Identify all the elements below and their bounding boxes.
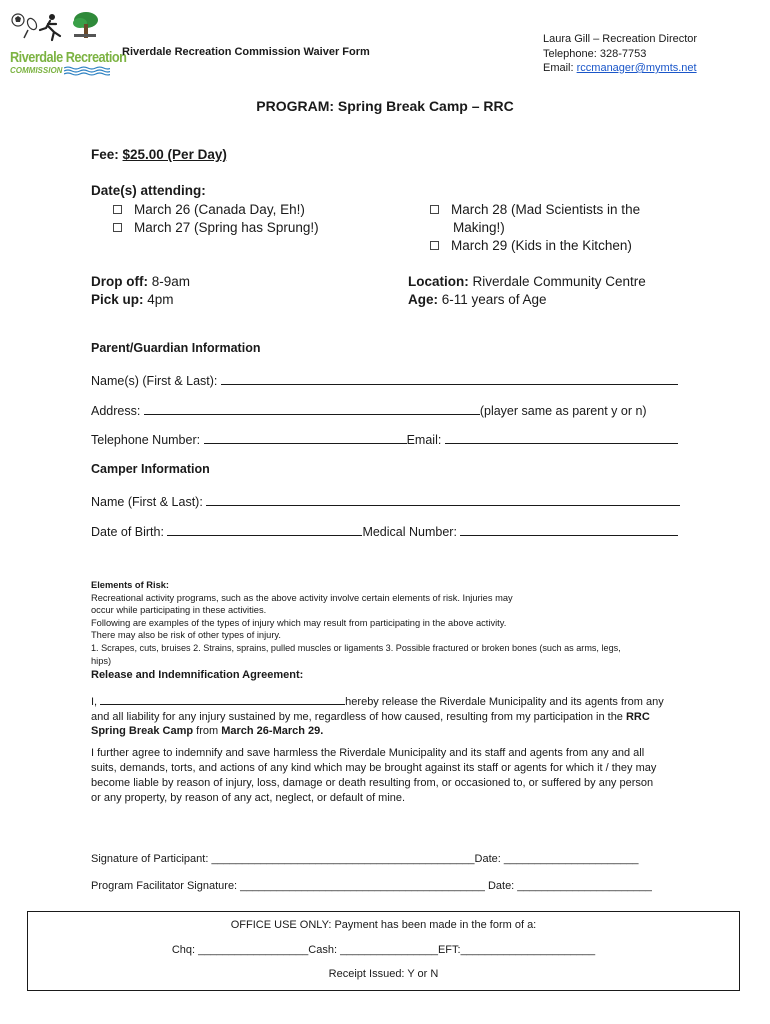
guardian-names-field[interactable] bbox=[221, 372, 678, 385]
date-option-label: March 29 (Kids in the Kitchen) bbox=[451, 238, 632, 253]
date-option-label: March 27 (Spring has Sprung!) bbox=[134, 220, 319, 235]
guardian-address-suffix: (player same as parent y or n) bbox=[479, 404, 647, 418]
camper-name-field[interactable] bbox=[206, 493, 680, 506]
guardian-names-label: Name(s) (First & Last): bbox=[91, 374, 218, 388]
risk-text: Recreational activity programs, such as the above activity involve certain elements of risk. Injuries may bbox=[91, 592, 513, 603]
fee-value: $25.00 (Per Day) bbox=[122, 147, 227, 162]
guardian-telephone-label: Telephone Number: bbox=[91, 433, 201, 447]
release-text: and all liability for any injury sustained by me, regardless of how caused, resulting from my participation in the bbox=[91, 710, 626, 723]
logo-line2: COMMISSION bbox=[10, 66, 63, 75]
release-text-bold: Spring Break Camp bbox=[91, 725, 194, 737]
chq-field[interactable]: _________________ bbox=[198, 944, 303, 956]
date-option[interactable] bbox=[113, 201, 319, 219]
release-paragraph-2 bbox=[91, 746, 656, 806]
contact-email-link[interactable]: rccmanager@mymts.net bbox=[576, 62, 697, 74]
facilitator-date-field[interactable]: ______________________ bbox=[517, 880, 652, 892]
camper-dob-label: Date of Birth: bbox=[91, 525, 164, 539]
release-text: become liable by reason of injury, loss, damage or death resulting from, or occasioned to, or suffered by any person bbox=[91, 777, 654, 789]
guardian-telephone-field[interactable] bbox=[204, 431, 407, 444]
guardian-address-field[interactable] bbox=[144, 402, 480, 415]
guardian-email-field[interactable] bbox=[445, 431, 678, 444]
date-label: Date: bbox=[474, 853, 504, 865]
release-text-bold: March 26-March 29. bbox=[221, 725, 324, 737]
office-use-box bbox=[27, 911, 740, 991]
cash-field[interactable]: _______________ bbox=[340, 944, 432, 956]
guardian-names-row bbox=[91, 372, 678, 388]
age-label: Age: bbox=[408, 292, 438, 307]
form-title: Riverdale Recreation Commission Waiver Form bbox=[122, 46, 370, 58]
release-heading: Release and Indemnification Agreement: bbox=[91, 669, 304, 681]
risk-text: Following are examples of the types of injury which may result from participating in the above activity. bbox=[91, 617, 507, 628]
chq-label: Chq: bbox=[171, 944, 199, 956]
risk-text: There may also be risk of other types of injury. bbox=[91, 630, 281, 641]
facilitator-signature-field[interactable]: ________________________________________ bbox=[240, 880, 485, 892]
guardian-address-label: Address: bbox=[91, 404, 141, 418]
participant-signature-row bbox=[91, 853, 638, 865]
contact-telephone: Telephone: 328-7753 bbox=[543, 47, 647, 60]
guardian-address-row bbox=[91, 402, 647, 418]
camper-medical-field[interactable] bbox=[460, 523, 678, 536]
program-title: PROGRAM: Spring Break Camp – RRC bbox=[256, 98, 514, 114]
release-text: from bbox=[193, 725, 222, 737]
guardian-email-label: Email: bbox=[406, 433, 442, 447]
date-option[interactable] bbox=[430, 201, 640, 219]
risk-text: hips) bbox=[91, 655, 112, 666]
eft-field[interactable]: ______________________ bbox=[460, 944, 596, 956]
camper-medical-label: Medical Number: bbox=[362, 525, 457, 539]
contact-block bbox=[543, 32, 697, 76]
fee-line bbox=[91, 147, 227, 162]
release-text: hereby release the Riverdale Municipality and its agents from any bbox=[345, 696, 664, 708]
date-option[interactable] bbox=[113, 219, 319, 237]
dates-right-list bbox=[430, 201, 640, 255]
receipt-issued: Receipt Issued: Y or N bbox=[328, 968, 439, 980]
payment-methods-row bbox=[28, 944, 739, 956]
checkbox[interactable] bbox=[430, 205, 439, 214]
release-text: I further agree to indemnify and save harmless the Riverdale Municipality and its staff and agents from any and all bbox=[91, 747, 645, 759]
date-option-continued: Making!) bbox=[453, 220, 505, 235]
date-option-label: March 28 (Mad Scientists in the bbox=[451, 202, 641, 217]
eft-label: _EFT: bbox=[431, 944, 461, 956]
contact-email-label: Email: bbox=[543, 62, 577, 74]
office-use-title: OFFICE USE ONLY: Payment has been made in the form of a: bbox=[230, 919, 537, 931]
fee-label: Fee: bbox=[91, 147, 123, 162]
water-waves-icon bbox=[64, 66, 110, 76]
times-block bbox=[91, 273, 190, 309]
pickup-label: Pick up: bbox=[91, 292, 144, 307]
guardian-contact-row bbox=[91, 431, 678, 447]
release-paragraph-1 bbox=[91, 694, 664, 739]
risk-text: 1. Scrapes, cuts, bruises 2. Strains, sprains, pulled muscles or ligaments 3. Possible fractured or broken bones (such as arms, legs, bbox=[91, 642, 621, 653]
dates-left-list bbox=[113, 201, 319, 237]
logo-graphic bbox=[10, 10, 110, 46]
contact-name: Laura Gill – Recreation Director bbox=[543, 33, 698, 45]
date-option[interactable] bbox=[430, 237, 640, 255]
release-text: or any property, by reason of any act, neglect, or default of mine. bbox=[91, 792, 406, 804]
risk-text: occur while participating in these activities. bbox=[91, 605, 267, 616]
logo bbox=[10, 10, 127, 76]
participant-signature-label: Signature of Participant: bbox=[91, 853, 212, 865]
location-value: Riverdale Community Centre bbox=[468, 274, 646, 289]
location-label: Location: bbox=[408, 274, 469, 289]
dates-label: Date(s) attending: bbox=[91, 183, 206, 198]
release-text: suits, demands, torts, and actions of any kind which may be brought against its staff or agents for which it / they may bbox=[91, 762, 657, 774]
guardian-heading: Parent/Guardian Information bbox=[91, 341, 261, 355]
dropoff-label: Drop off: bbox=[91, 274, 148, 289]
checkbox[interactable] bbox=[113, 205, 122, 214]
participant-date-field[interactable]: ______________________ bbox=[503, 853, 639, 865]
camper-name-row bbox=[91, 493, 680, 509]
release-text-bold: RRC bbox=[625, 710, 650, 723]
age-value: 6-11 years of Age bbox=[438, 292, 547, 307]
date-label: Date: bbox=[484, 880, 518, 892]
facilitator-signature-row bbox=[91, 880, 652, 892]
date-option-label: March 26 (Canada Day, Eh!) bbox=[134, 202, 305, 217]
release-i: I, bbox=[91, 696, 101, 708]
contact-email-row bbox=[543, 61, 697, 76]
checkbox[interactable] bbox=[113, 223, 122, 232]
cash-label: _Cash: bbox=[302, 944, 341, 956]
camper-dob-field[interactable] bbox=[167, 523, 362, 536]
release-name-field[interactable] bbox=[100, 694, 345, 705]
dropoff-value: 8-9am bbox=[147, 274, 191, 289]
camper-heading: Camper Information bbox=[91, 462, 210, 476]
location-block bbox=[408, 273, 646, 309]
facilitator-signature-label: Program Facilitator Signature: bbox=[91, 880, 241, 892]
risk-section bbox=[91, 579, 621, 667]
logo-line1: Riverdale Recreation bbox=[10, 50, 127, 66]
risk-heading: Elements of Risk: bbox=[91, 580, 170, 590]
pickup-value: 4pm bbox=[143, 292, 174, 307]
camper-dob-row bbox=[91, 523, 678, 539]
participant-signature-field[interactable]: ___________________________________________ bbox=[211, 853, 475, 865]
checkbox[interactable] bbox=[430, 241, 439, 250]
camper-name-label: Name (First & Last): bbox=[91, 495, 203, 509]
